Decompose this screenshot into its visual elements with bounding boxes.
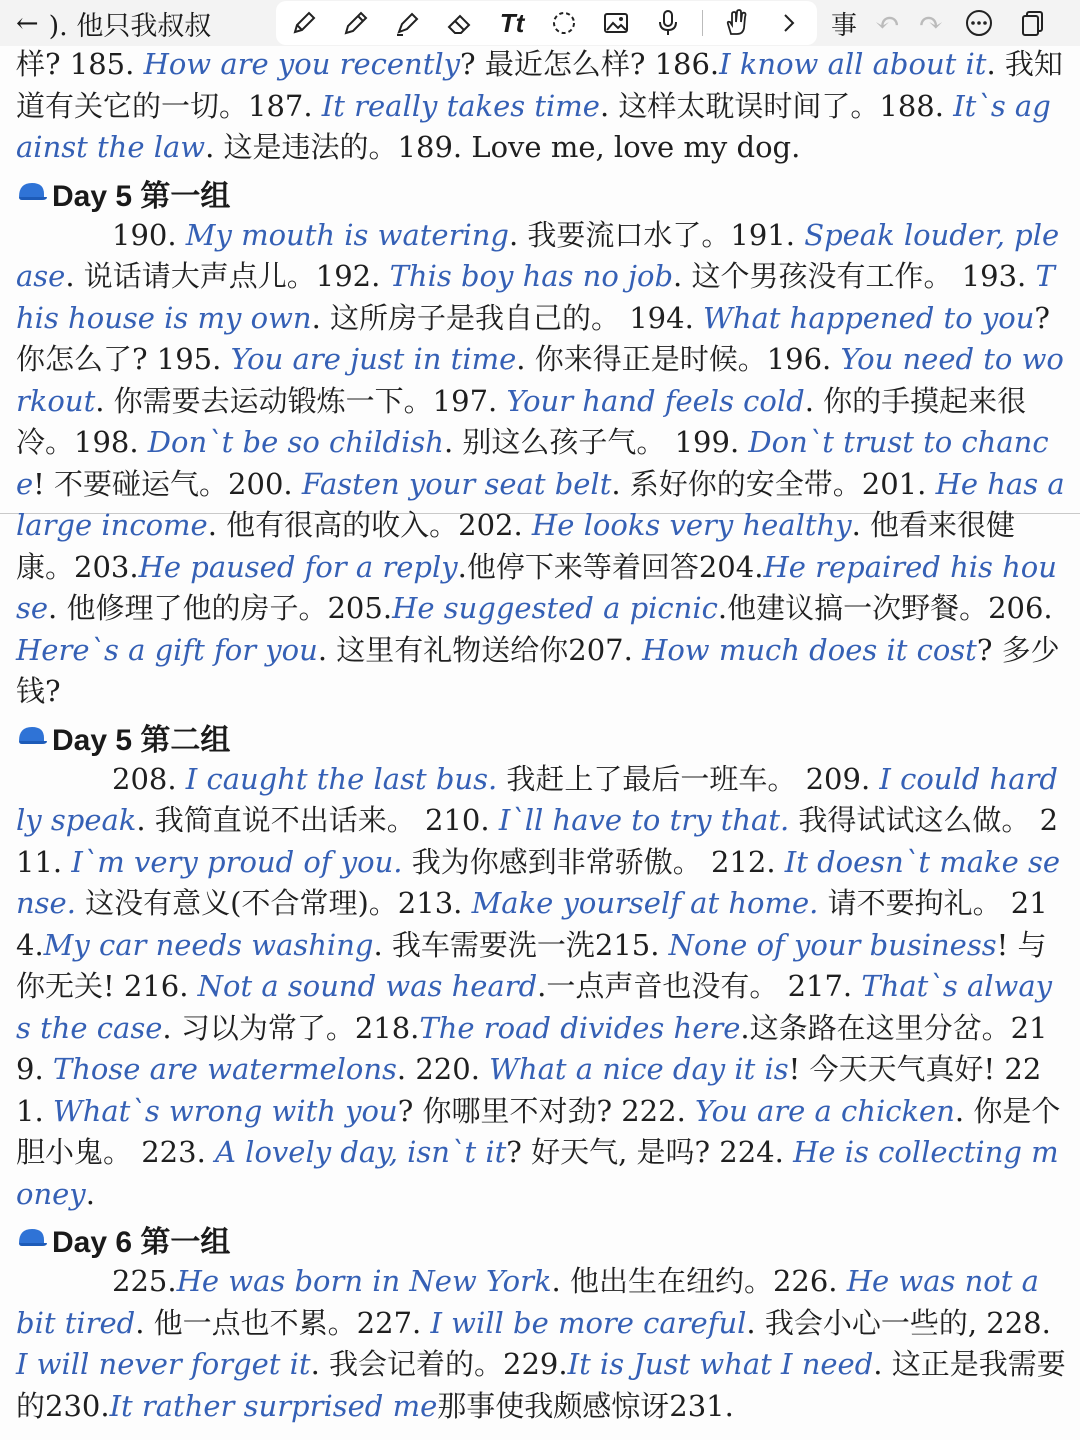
copy-pages-icon[interactable]: [1015, 5, 1051, 41]
chinese-translation: 208.: [112, 761, 186, 796]
chinese-translation: . 他看来很健康。203.: [16, 508, 1016, 584]
chinese-translation: ? 最近怎么样? 186.: [460, 47, 720, 81]
chinese-translation: 我得试试这么做。 211.: [16, 803, 1059, 879]
chinese-translation: . 我简直说不出话来。 210.: [136, 803, 499, 837]
chinese-translation: . 你是个胆小鬼。 223.: [16, 1093, 1061, 1169]
hand-tool-icon[interactable]: [719, 5, 755, 41]
chinese-translation: . 他出生在纽约。226.: [551, 1264, 847, 1298]
english-phrase: What a nice day it is: [489, 1052, 789, 1086]
english-phrase: Speak louder, please: [16, 217, 1060, 293]
chinese-translation: . 这里有礼物送给你207.: [317, 632, 643, 667]
highlighter-tool-icon[interactable]: [390, 5, 426, 41]
lasso-tool-icon[interactable]: [546, 5, 582, 41]
chinese-translation: . 这个男孩没有工作。 193.: [673, 259, 1036, 293]
top-toolbar: [0, 0, 1080, 46]
english-phrase: Make yourself at home.: [471, 886, 819, 920]
english-phrase: Those are watermelons: [52, 1052, 397, 1086]
english-phrase: He repaired his house: [16, 549, 1057, 625]
chinese-translation: .: [85, 1176, 95, 1211]
english-phrase: How much does it cost: [642, 632, 977, 667]
chinese-translation: ! 今天天气真好! 221.: [16, 1052, 1042, 1128]
chinese-translation: . 我会小心一些的, 228.: [746, 1305, 1051, 1340]
english-phrase: He looks very healthy: [531, 508, 852, 542]
note-paragraph: [16, 759, 1066, 1216]
section-heading-text: Day 5 第二组: [52, 723, 231, 757]
note-paragraph: [16, 44, 1066, 169]
chevron-right-icon[interactable]: [771, 5, 807, 41]
redo-icon[interactable]: ↷: [918, 5, 944, 41]
english-phrase: Here`s a gift for you: [16, 632, 318, 667]
chinese-translation: 225.: [112, 1264, 177, 1298]
chinese-translation: . 系好你的安全带。201.: [611, 466, 936, 501]
english-phrase: Fasten your seat belt: [301, 466, 612, 501]
english-phrase: This boy has no job: [389, 259, 674, 293]
pen-tool-icon[interactable]: [286, 5, 322, 41]
image-tool-icon[interactable]: [598, 5, 634, 41]
english-phrase: He was born in New York: [176, 1264, 552, 1298]
english-phrase: My mouth is watering: [185, 217, 509, 252]
chinese-translation: ? 好天气, 是吗? 224.: [506, 1135, 794, 1169]
chinese-translation: . 说话请大声点儿。192.: [65, 259, 390, 293]
english-phrase: It rather surprised me: [109, 1388, 438, 1423]
cap-icon: [16, 176, 48, 210]
english-phrase: I`m very proud of you.: [71, 844, 403, 879]
toolbar-right-label[interactable]: 事: [831, 10, 858, 41]
undo-icon[interactable]: ↶: [875, 5, 901, 41]
chinese-translation: . 习以为常了。218.: [162, 1010, 420, 1045]
text-tool-icon[interactable]: [494, 5, 530, 41]
toolbar-divider: [702, 10, 703, 36]
document-title[interactable]: ). 他只我叔叔: [48, 10, 212, 42]
section-heading-text: Day 5 第一组: [52, 179, 231, 213]
chinese-translation: ! 不要碰运气。200.: [33, 466, 302, 501]
english-phrase: I will never forget it: [16, 1347, 311, 1381]
english-phrase: I will be more careful: [430, 1305, 747, 1340]
chinese-translation: 样? 185.: [16, 47, 144, 81]
chinese-translation: . 这正是我需要的230.: [16, 1347, 1066, 1423]
toolbar-right: [831, 5, 1051, 42]
chinese-translation: . 你需要去运动锻炼一下。197.: [95, 383, 507, 418]
english-phrase: I caught the last bus.: [185, 761, 498, 796]
english-phrase: Don`t be so childish: [147, 425, 444, 459]
pencil-tool-icon[interactable]: [338, 5, 374, 41]
chinese-translation: ? 你怎么了? 195.: [16, 300, 1050, 376]
english-phrase: You need to workout: [16, 342, 1064, 418]
chinese-translation: . 这是违法的。189. Love me, love my dog.: [205, 130, 801, 164]
eraser-tool-icon[interactable]: [442, 5, 478, 41]
chinese-translation: . 我要流口水了。191.: [508, 217, 805, 252]
section-heading-text: Day 6 第一组: [52, 1226, 231, 1259]
english-phrase: He is collecting money: [16, 1135, 1059, 1211]
chinese-translation: 那事使我颇感惊讶231.: [437, 1388, 734, 1423]
english-phrase: Not a sound was heard: [197, 969, 538, 1003]
chinese-translation: 190.: [112, 217, 186, 252]
chinese-translation: . 我车需要洗一洗215.: [373, 927, 669, 962]
english-phrase: He suggested a picnic: [392, 591, 718, 625]
note-paragraph: [16, 1261, 1066, 1427]
english-phrase: The road divides here: [419, 1010, 741, 1045]
chinese-translation: . 你来得正是时候。196.: [516, 342, 841, 376]
chinese-translation: 我赶上了最后一班车。 209.: [497, 761, 880, 796]
english-phrase: Your hand feels cold: [506, 383, 805, 418]
chinese-translation: . 这所房子是我自己的。 194.: [311, 300, 704, 335]
text-tool-label: Tt: [499, 7, 525, 38]
section-heading: [16, 715, 1066, 759]
english-phrase: It really takes time: [321, 88, 600, 123]
english-phrase: Don`t trust to chance: [16, 425, 1049, 501]
english-phrase: You are just in time: [230, 342, 517, 376]
section-heading: [16, 1217, 1066, 1261]
chinese-translation: . 我会记着的。229.: [310, 1347, 568, 1381]
english-phrase: He paused for a reply: [138, 549, 458, 584]
chinese-translation: . 他修理了他的房子。205.: [48, 591, 393, 625]
note-content[interactable]: [16, 44, 1066, 1427]
chinese-translation: . 这样太耽误时间了。188.: [599, 88, 954, 123]
english-phrase: It is Just what I need: [567, 1347, 874, 1381]
chinese-translation: .这条路在这里分岔。219.: [16, 1010, 1048, 1086]
english-phrase: That`s always the case: [16, 969, 1052, 1045]
chinese-translation: . 我知道有关它的一切。187.: [16, 47, 1063, 123]
english-phrase: My car needs washing: [43, 927, 374, 962]
english-phrase: It doesn`t make sense.: [16, 844, 1060, 920]
section-heading: [16, 171, 1066, 215]
note-paragraph: [16, 215, 1066, 713]
english-phrase: I know all about it: [719, 47, 987, 81]
more-options-icon[interactable]: [961, 5, 997, 41]
english-phrase: It`s against the law: [16, 88, 1051, 164]
english-phrase: I`ll have to try that.: [498, 803, 790, 837]
chinese-translation: .他停下来等着回答204.: [457, 549, 764, 584]
drawing-tools: [276, 1, 817, 45]
back-button[interactable]: ←: [16, 7, 39, 39]
english-phrase: What`s wrong with you: [52, 1093, 398, 1128]
chinese-translation: .他建议搞一次野餐。206.: [717, 591, 1053, 625]
english-phrase: How are you recently: [143, 47, 461, 81]
microphone-icon[interactable]: [650, 5, 686, 41]
chinese-translation: 这没有意义(不合常理)。213.: [75, 886, 472, 920]
english-phrase: A lovely day, isn`t it: [215, 1135, 507, 1169]
cap-icon: [16, 1222, 48, 1256]
english-phrase: He was not a bit tired: [16, 1264, 1039, 1340]
chinese-translation: . 别这么孩子气。 199.: [443, 425, 749, 459]
chinese-translation: 我为你感到非常骄傲。 212.: [402, 844, 785, 879]
chinese-translation: . 220.: [396, 1052, 490, 1086]
chinese-translation: . 他一点也不累。227.: [135, 1305, 431, 1340]
english-phrase: None of your business: [668, 927, 997, 962]
chinese-translation: ? 多少钱?: [16, 632, 1060, 708]
chinese-translation: ? 你哪里不对劲? 222.: [397, 1093, 696, 1128]
chinese-translation: 请不要拘礼。 214.: [16, 886, 1048, 962]
chinese-translation: . 他有很高的收入。202.: [207, 508, 532, 542]
toolbar-left: [0, 4, 276, 43]
chinese-translation: .一点声音也没有。 217.: [537, 969, 862, 1003]
english-phrase: This house is my own: [16, 259, 1055, 335]
chinese-translation: . 你的手摸起来很冷。198.: [16, 383, 1027, 459]
english-phrase: I could hardly speak: [16, 761, 1058, 837]
chinese-translation: ! 与你无关! 216.: [16, 927, 1047, 1003]
english-phrase: What happened to you: [703, 300, 1035, 335]
cap-icon: [16, 720, 48, 754]
english-phrase: You are a chicken: [695, 1093, 955, 1128]
english-phrase: He has a large income: [16, 466, 1065, 542]
